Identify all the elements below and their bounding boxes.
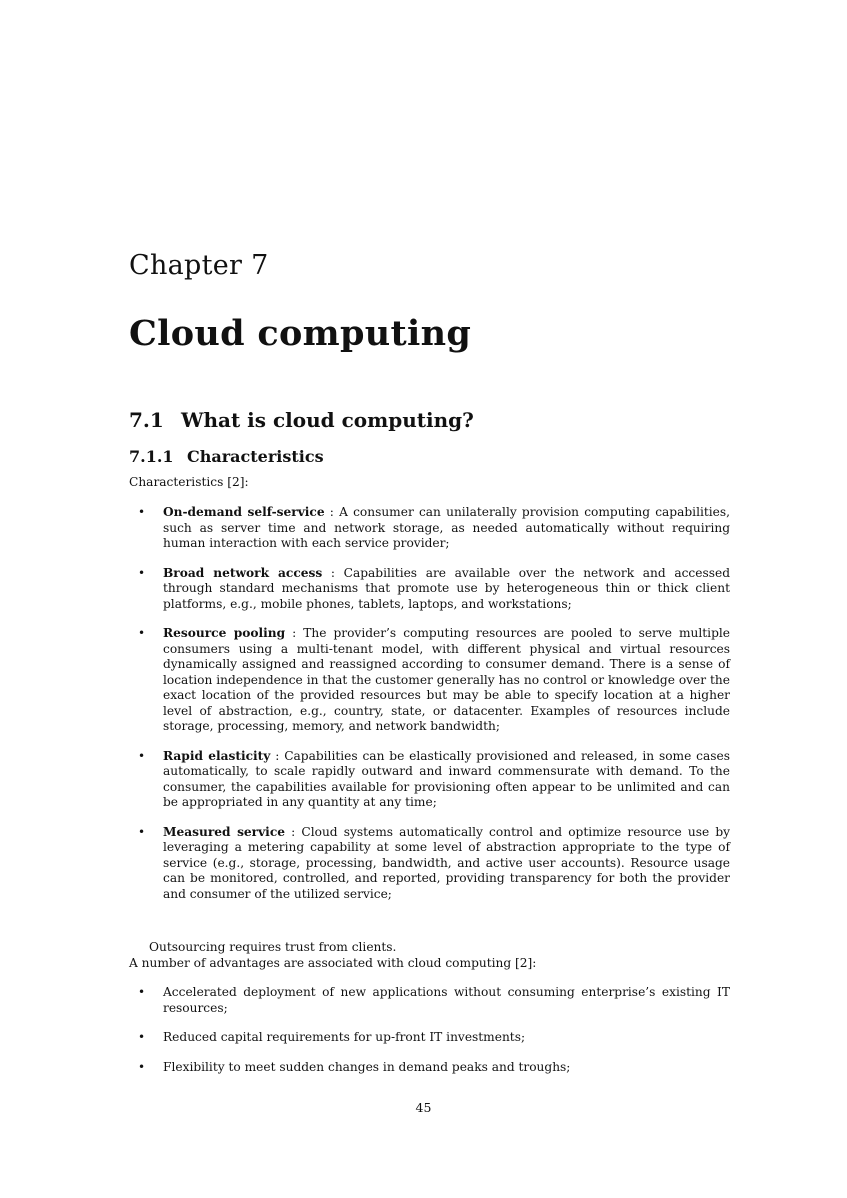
page-number: 45 — [415, 1100, 432, 1115]
list-item-text: Flexibility to meet sudden changes in demand peaks and troughs; — [163, 1059, 571, 1074]
list-item — [129, 1060, 730, 1076]
list-item-text: Reduced capital requirements for up-front IT investments; — [163, 1030, 526, 1044]
bullet-icon: • — [138, 1059, 146, 1074]
advantages-list — [129, 985, 730, 1075]
characteristics-list-container — [129, 505, 730, 916]
outsourcing-paragraph: Outsourcing requires trust from clients. — [149, 940, 397, 954]
section-heading — [129, 408, 474, 432]
list-item — [129, 505, 730, 552]
advantages-list-container — [129, 985, 730, 1089]
list-item — [129, 626, 730, 735]
list-item-text: : Capabilities are available over the network and accessed through standard mechanisms that promote use by heterogeneous thin or thick client platforms, e.g., mobile phones, tablets, laptops, and workstations; — [163, 565, 730, 611]
list-item-text: : Cloud systems automatically control and optimize resource use by leveraging a metering capability at some level of abstraction appropriate to the type of service (e.g., storage, processing, bandwidth, and active user accounts). Resource usage can be monitored, controlled, and reported, providing transparency for both the provider and consumer of the utilized service; — [163, 824, 731, 901]
list-item-term: Measured service — [163, 824, 285, 839]
bullet-icon: • — [138, 565, 146, 580]
advantages-intro-block — [129, 940, 730, 971]
list-item-text: : A consumer can unilaterally provision computing capabilities, such as server time and network storage, as needed automatically without requiring human interaction with each service provider; — [163, 505, 730, 550]
list-item — [129, 1030, 730, 1046]
section-number: 7.1 — [129, 408, 164, 432]
list-item-term: Rapid elasticity — [163, 748, 271, 763]
characteristics-list — [129, 505, 730, 902]
list-item — [129, 985, 730, 1016]
bullet-icon: • — [138, 824, 146, 839]
advantages-intro: A number of advantages are associated with cloud computing [2]: — [129, 955, 537, 970]
list-item — [129, 749, 730, 811]
list-item-term: On-demand self-service — [163, 505, 325, 519]
list-item-term: Resource pooling — [163, 626, 286, 640]
list-item-term: Broad network access — [163, 565, 323, 580]
characteristics-intro: Characteristics [2]: — [129, 475, 249, 489]
list-item-text: Accelerated deployment of new applications without consuming enterprise’s existing IT resources; — [163, 985, 730, 1015]
bullet-icon: • — [138, 985, 146, 999]
list-item-text: : The provider’s computing resources are pooled to serve multiple consumers using a multi-tenant model, with different physical and virtual resources dynamically assigned and reassigned according to consumer demand. There is a sense of location independence in that the customer generally has no control or knowledge over the exact location of the provided resources but may be able to specify location at a higher level of abstraction, e.g., country, state, or datacenter. Examples of resources include storage, processing, memory, and network bandwidth; — [163, 626, 730, 733]
list-item-text: : Capabilities can be elastically provisioned and released, in some cases automatically, to scale rapidly outward and inward commensurate with demand. To the consumer, the capabilities available for provisioning often appear to be unlimited and can be appropriated in any quantity at any time; — [163, 748, 730, 809]
bullet-icon: • — [138, 1030, 146, 1044]
section-title: What is cloud computing? — [181, 408, 474, 432]
list-item — [129, 825, 730, 903]
subsection-title: Characteristics — [187, 447, 324, 466]
bullet-icon: • — [138, 505, 146, 519]
subsection-heading — [129, 447, 324, 466]
subsection-number: 7.1.1 — [129, 447, 174, 466]
list-item — [129, 566, 730, 613]
bullet-icon: • — [138, 748, 146, 763]
bullet-icon: • — [138, 626, 146, 640]
chapter-label: Chapter 7 — [129, 250, 269, 281]
chapter-title: Cloud computing — [129, 313, 472, 354]
